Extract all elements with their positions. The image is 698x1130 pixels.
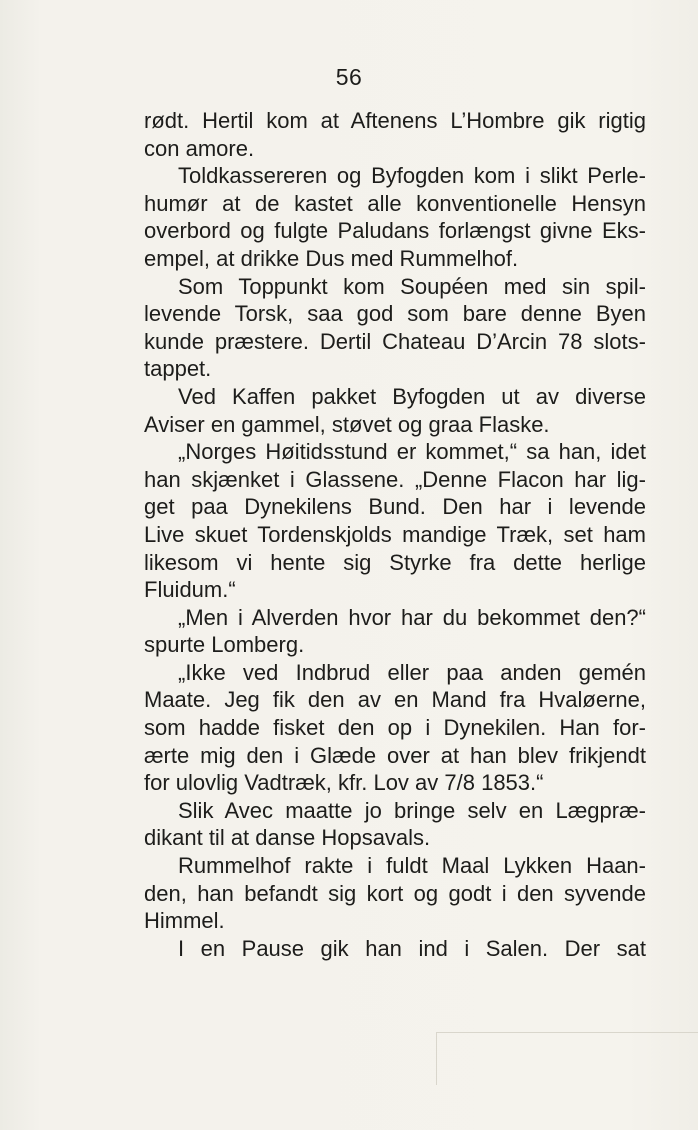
text-line: dikant til at danse Hopsavals.: [144, 825, 431, 851]
text-line: Som Toppunkt kom Soupéen med sin spil-: [178, 273, 646, 299]
text-line: overbord og fulgte Paludans forlængst givne Eks-: [144, 218, 646, 244]
text-line: kunde præstere. Dertil Chateau D’Arcin 78 slots-: [144, 328, 646, 354]
text-line: ærte mig den i Glæde over at han blev frikjendt: [144, 742, 646, 768]
text-line: den, han befandt sig kort og godt i den syvende: [144, 880, 646, 906]
text-line: levende Torsk, saa god som bare denne Byen: [144, 301, 646, 327]
text-line: rødt. Hertil kom at Aftenens L’Hombre gik rigtig: [144, 108, 646, 133]
text-line: Himmel.: [144, 908, 225, 934]
text-line: Slik Avec maatte jo bringe selv en Lægpræ-: [178, 797, 646, 823]
text-line: Ved Kaffen pakket Byfogden ut av diverse: [178, 383, 646, 409]
text-line: „Ikke ved Indbrud eller paa anden gemén: [178, 659, 646, 685]
text-line: han skjænket i Glassene. „Denne Flacon har lig-: [144, 466, 646, 492]
text-line: humør at de kastet alle konventionelle Hensyn: [144, 190, 646, 216]
text-line: empel, at drikke Dus med Rummelhof.: [144, 245, 519, 271]
page-number: 56: [335, 64, 363, 90]
text-line: Maate. Jeg fik den av en Mand fra Hvaløerne,: [144, 687, 646, 713]
text-line: Fluidum.“: [144, 577, 236, 603]
text-line: likesom vi hente sig Styrke fra dette herlige: [144, 549, 646, 575]
text-line: con amore.: [144, 135, 255, 161]
text-line: for ulovlig Vadtræk, kfr. Lov av 7/8 1853.“: [144, 770, 544, 796]
text-line: Live skuet Tordenskjolds mandige Træk, set ham: [144, 521, 646, 547]
text-line: „Men i Alverden hvor har du bekommet den?“: [178, 604, 646, 630]
scan-edge-mark: [436, 1032, 698, 1085]
text-line: spurte Lomberg.: [144, 632, 305, 658]
text-line: tappet.: [144, 356, 212, 382]
text-line: som hadde fisket den op i Dynekilen. Han for-: [144, 715, 646, 741]
body-text: [144, 107, 646, 962]
text-line: Rummelhof rakte i fuldt Maal Lykken Haan-: [178, 853, 646, 879]
text-line: I en Pause gik han ind i Salen. Der sat: [178, 935, 646, 961]
text-line: Aviser en gammel, støvet og graa Flaske.: [144, 411, 550, 437]
text-line: Toldkassereren og Byfogden kom i slikt Perle-: [178, 163, 646, 189]
text-line: get paa Dynekilens Bund. Den har i levende: [144, 494, 646, 520]
text-line: „Norges Høitidsstund er kommet,“ sa han, idet: [178, 439, 646, 465]
